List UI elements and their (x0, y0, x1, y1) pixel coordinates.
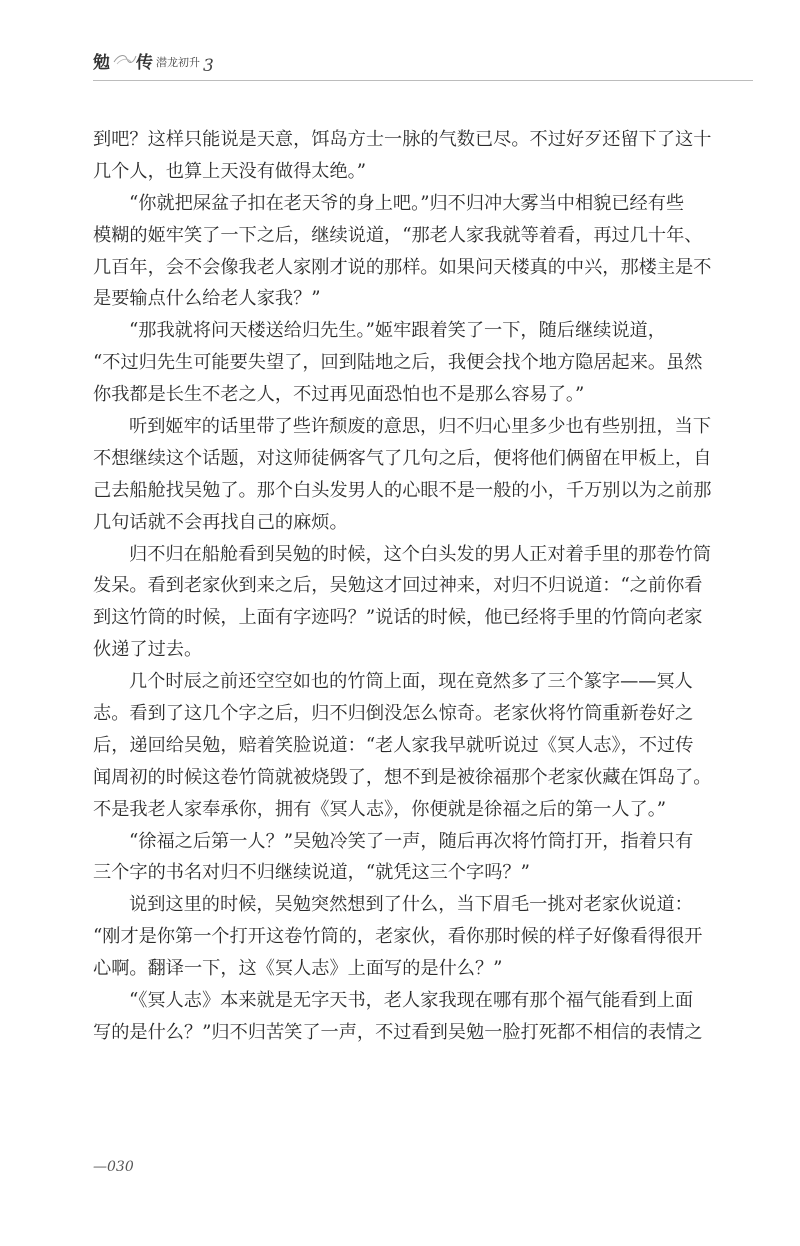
decorative-swirl-icon (113, 52, 137, 66)
text-line: 几个时辰之前还空空如也的竹筒上面，现在竟然多了三个篆字——冥人 (129, 671, 693, 693)
text-line: 是要输点什么给老人家我？” (93, 288, 321, 310)
text-line: 心啊。翻译一下，这《冥人志》上面写的是什么？” (93, 958, 503, 980)
text-line: 志。看到了这几个字之后，归不归倒没怎么惊奇。老家伙将竹筒重新卷好之 (93, 703, 694, 725)
header-title-char-1: 勉 (93, 53, 110, 73)
text-line: 后，递回给吴勉，赔着笑脸说道：“老人家我早就听说过《冥人志》，不过传 (93, 734, 694, 756)
text-line: “不过归先生可能要失望了，回到陆地之后，我便会找个地方隐居起来。虽然 (93, 352, 703, 374)
text-line: 到这竹筒的时候，上面有字迹吗？”说话的时候，他已经将手里的竹筒向老家 (93, 607, 703, 629)
text-line: “那我就将问天楼送给归先生。”姬牢跟着笑了一下，随后继续说道， (129, 320, 666, 342)
text-line: 到吧？这样只能说是天意，饵岛方士一脉的气数已尽。不过好歹还留下了这十 (93, 129, 712, 150)
header-divider (93, 80, 753, 81)
text-line: “你就把屎盆子扣在老天爷的身上吧。”归不归冲大雾当中相貌已经有些 (129, 192, 685, 214)
text-line: 说到这里的时候，吴勉突然想到了什么，当下眉毛一挑对老家伙说道： (129, 894, 693, 916)
text-line: 发呆。看到老家伙到来之后，吴勉这才回过神来，对归不归说道：“之前你看 (93, 575, 703, 597)
text-line: 归不归在船舱看到吴勉的时候，这个白头发的男人正对着手里的那卷竹筒 (129, 543, 712, 565)
header-volume-number: 3 (203, 56, 214, 76)
text-line: 几句话就不会再找自己的麻烦。 (93, 511, 348, 533)
text-line: 模糊的姬牢笑了一下之后，继续说道，“那老人家我就等着看，再过几十年、 (93, 224, 703, 246)
text-line: 几个人，也算上天没有做得太绝。” (93, 160, 367, 182)
text-line: 写的是什么？”归不归苦笑了一声，不过看到吴勉一脸打死都不相信的表情之 (93, 1021, 703, 1043)
text-line: “徐福之后第一人？”吴勉冷笑了一声，随后再次将竹筒打开，指着只有 (129, 830, 694, 852)
text-line: “刚才是你第一个打开这卷竹筒的，老家伙，看你那时候的样子好像看得很开 (93, 926, 703, 948)
text-line: 不想继续这个话题，对这师徒俩客气了几句之后，便将他们俩留在甲板上，自 (93, 447, 712, 469)
text-line: 不是我老人家奉承你，拥有《冥人志》，你便就是徐福之后的第一人了。” (93, 798, 667, 820)
text-line: 闻周初的时候这卷竹筒就被烧毁了，想不到是被徐福那个老家伙藏在饵岛了。 (93, 766, 712, 788)
text-line: 己去船舱找吴勉了。那个白头发男人的心眼不是一般的小，千万别以为之前那 (93, 479, 712, 501)
text-line: “《冥人志》本来就是无字天书，老人家我现在哪有那个福气能看到上面 (129, 990, 694, 1012)
body-text (93, 124, 721, 1049)
text-line: 你我都是长生不老之人，不过再见面恐怕也不是那么容易了。” (93, 384, 585, 406)
text-line: 几百年，会不会像我老人家刚才说的那样。如果问天楼真的中兴，那楼主是不 (93, 256, 712, 278)
text-line: 听到姬牢的话里带了些许颓废的意思，归不归心里多少也有些别扭，当下 (129, 416, 712, 438)
text-line: 伙递了过去。 (93, 639, 203, 661)
header-subtitle: 潜龙初升 (156, 56, 200, 69)
page-number: —030 (93, 1159, 134, 1175)
text-line: 三个字的书名对归不归继续说道，“就凭这三个字吗？” (93, 862, 530, 884)
running-header (93, 48, 753, 78)
header-title-char-2: 传 (136, 53, 153, 73)
